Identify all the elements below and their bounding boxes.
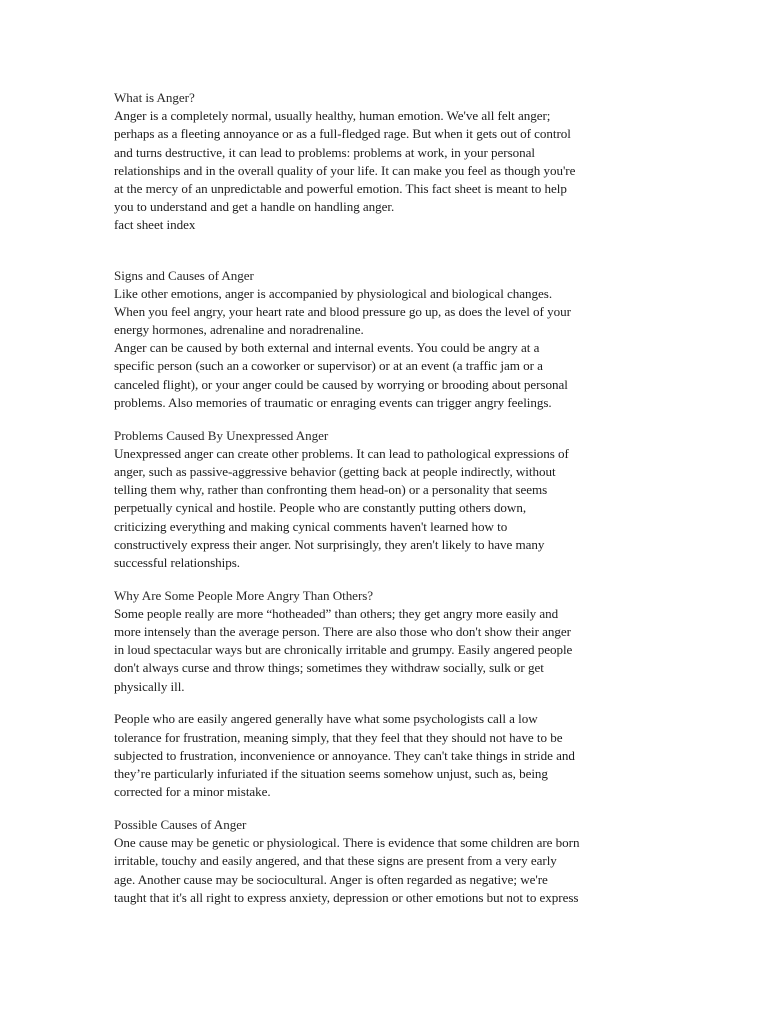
paragraph-line: People who are easily angered generally have what some psychologists call a low	[114, 711, 538, 727]
paragraph-line: subjected to frustration, inconvenience or annoyance. They can't take things in stride and	[114, 747, 575, 763]
paragraph-line: and turns destructive, it can lead to problems: problems at work, in your personal	[114, 144, 535, 160]
paragraph-line: at the mercy of an unpredictable and powerful emotion. This fact sheet is meant to help	[114, 180, 567, 196]
section-what-is-anger	[114, 89, 662, 235]
paragraph-line: canceled flight), or your anger could be caused by worrying or brooding about personal	[114, 376, 568, 392]
spacer	[114, 801, 662, 816]
section-heading: Why Are Some People More Angry Than Others?	[114, 587, 374, 603]
paragraph-line: specific person (such an a coworker or supervisor) or at an event (a traffic jam or a	[114, 358, 543, 374]
section-signs-and-causes	[114, 267, 662, 413]
paragraph-line: Some people really are more “hotheaded” than others; they get angry more easily and	[114, 605, 559, 621]
section-heading: Problems Caused By Unexpressed Anger	[114, 427, 329, 443]
document-page	[114, 89, 662, 907]
paragraph-line: problems. Also memories of traumatic or enraging events can trigger angry feelings.	[114, 394, 552, 410]
paragraph-line: telling them why, rather than confronting them head-on) or a personality that seems	[114, 482, 548, 498]
paragraph-line: constructively express their anger. Not surprisingly, they aren't likely to have many	[114, 536, 545, 552]
fact-sheet-index-link[interactable]: fact sheet index	[114, 217, 196, 233]
paragraph-line: Anger is a completely normal, usually healthy, human emotion. We've all felt anger;	[114, 108, 551, 124]
paragraph-line: Like other emotions, anger is accompanied by physiological and biological changes.	[114, 285, 553, 301]
paragraph-line: Unexpressed anger can create other problems. It can lead to pathological expressions of	[114, 445, 569, 461]
paragraph-line: you to understand and get a handle on handling anger.	[114, 199, 395, 215]
paragraph-line: When you feel angry, your heart rate and blood pressure go up, as does the level of your	[114, 303, 571, 319]
paragraph-line: perhaps as a fleeting annoyance or as a full-fledged rage. But when it gets out of control	[114, 126, 571, 142]
paragraph-line: more intensely than the average person. There are also those who don't show their anger	[114, 624, 571, 640]
paragraph-line: physically ill.	[114, 678, 185, 694]
paragraph-line: perpetually cynical and hostile. People who are constantly putting others down,	[114, 500, 527, 516]
section-low-frustration-tolerance	[114, 710, 662, 801]
section-unexpressed-anger	[114, 427, 662, 573]
paragraph-line: tolerance for frustration, meaning simply, that they feel that they should not have to be	[114, 729, 563, 745]
section-heading: What is Anger?	[114, 90, 195, 105]
spacer	[114, 696, 662, 711]
paragraph-line: anger, such as passive-aggressive behavior (getting back at people indirectly, without	[114, 463, 556, 479]
section-heading: Signs and Causes of Anger	[114, 267, 254, 283]
paragraph-line: criticizing everything and making cynical comments haven't learned how to	[114, 518, 508, 534]
paragraph-line: energy hormones, adrenaline and noradrenaline.	[114, 322, 364, 338]
section-heading: Possible Causes of Anger	[114, 816, 247, 832]
paragraph-line: irritable, touchy and easily angered, and that these signs are present from a very early	[114, 853, 557, 869]
paragraph-line: Anger can be caused by both external and internal events. You could be angry at a	[114, 340, 540, 356]
section-possible-causes	[114, 816, 662, 907]
spacer	[114, 235, 662, 267]
section-why-more-angry	[114, 587, 662, 696]
paragraph-line: age. Another cause may be sociocultural. Anger is often regarded as negative; we're	[114, 871, 548, 887]
spacer	[114, 412, 662, 427]
paragraph-line: successful relationships.	[114, 554, 241, 570]
paragraph-line: One cause may be genetic or physiological. There is evidence that some children are born	[114, 835, 580, 851]
paragraph-line: they’re particularly infuriated if the situation seems somehow unjust, such as, being	[114, 765, 548, 781]
paragraph-line: corrected for a minor mistake.	[114, 784, 271, 800]
spacer	[114, 572, 662, 587]
paragraph-line: taught that it's all right to express anxiety, depression or other emotions but not to express	[114, 889, 579, 905]
paragraph-line: in loud spectacular ways but are chronically irritable and grumpy. Easily angered people	[114, 642, 573, 658]
paragraph-line: relationships and in the overall quality of your life. It can make you feel as though you're	[114, 162, 576, 178]
paragraph-line: don't always curse and throw things; sometimes they withdraw socially, sulk or get	[114, 660, 544, 676]
